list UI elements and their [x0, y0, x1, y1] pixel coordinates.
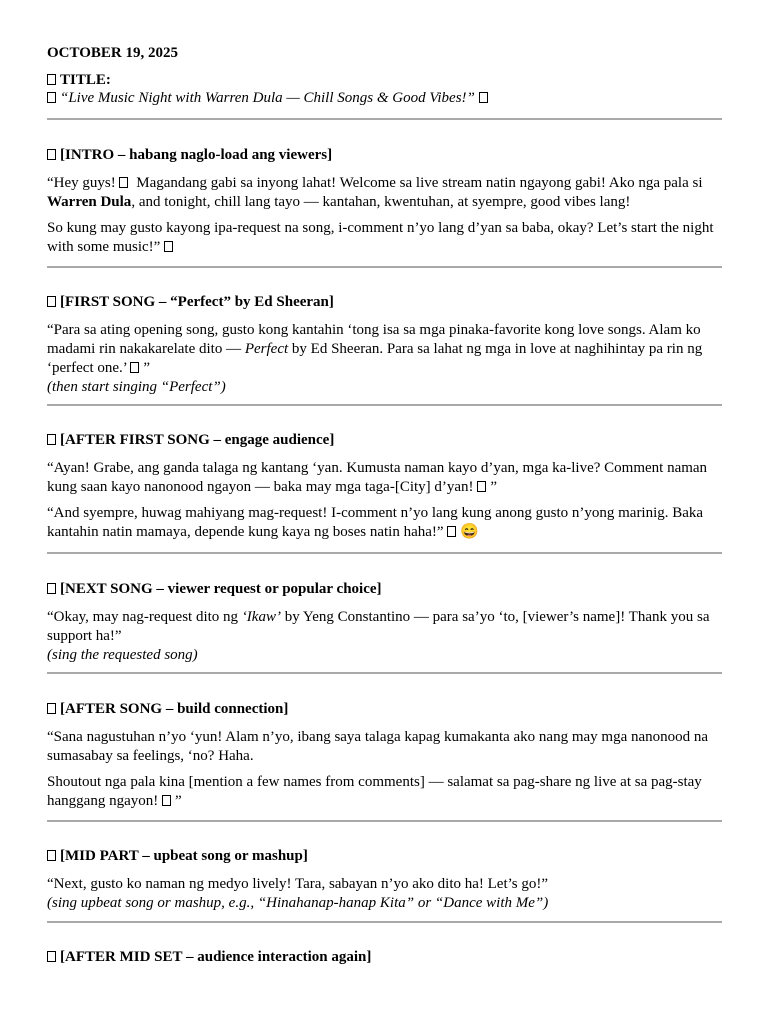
missing-glyph-icon	[47, 74, 56, 85]
title-label: TITLE:	[47, 71, 111, 90]
section-after-song	[47, 700, 722, 818]
title-text: “Live Music Night with Warren Dula — Chill Songs & Good Vibes!”	[47, 89, 488, 108]
section-heading: [AFTER MID SET – audience interaction again]	[47, 948, 722, 967]
section-paragraph: Shoutout nga pala kina [mention a few names from comments] — salamat sa pag-share ng live at sa pag-stay hanggang ngayon! ”	[47, 774, 702, 809]
missing-glyph-icon	[447, 526, 456, 537]
section-paragraph: “Ayan! Grabe, ang ganda talaga ng kantang ‘yan. Kumusta naman kayo d’yan, mga ka-live? Comment naman kung saan kayo nanonood ngayon — baka may mga taga-[City] d’yan! ”	[47, 460, 708, 495]
section-paragraph: “Para sa ating opening song, gusto kong kantahin ‘tong isa sa mga pinaka-favorite kong love songs. Alam ko madami rin nakakarelate dito — Perfect by Ed Sheeran. Para sa lahat ng mga in love at naghihintay pa rin ng ‘perfect one.’ ”	[47, 322, 703, 376]
song-title: ‘Ikaw’	[241, 609, 281, 625]
section-heading: [NEXT SONG – viewer request or popular choice]	[47, 580, 722, 599]
section-heading: [FIRST SONG – “Perfect” by Ed Sheeran]	[47, 293, 722, 312]
divider	[47, 118, 722, 120]
missing-glyph-icon	[479, 92, 488, 103]
missing-glyph-icon	[47, 951, 56, 962]
section-paragraph: “Okay, may nag-request dito ng ‘Ikaw’ by Yeng Constantino — para sa’yo ‘to, [viewer’s name]! Thank you sa support ha!”	[47, 609, 710, 644]
missing-glyph-icon	[162, 795, 171, 806]
missing-glyph-icon	[47, 703, 56, 714]
missing-glyph-icon	[47, 92, 56, 103]
section-paragraph: “Sana nagustuhan n’yo ‘yun! Alam n’yo, ibang saya talaga kapag kumakanta ako nang may mga nanonood na sumasabay sa feelings, ‘no? Haha.	[47, 729, 709, 764]
divider	[47, 404, 722, 406]
missing-glyph-icon	[47, 583, 56, 594]
divider	[47, 672, 722, 674]
section-heading: [MID PART – upbeat song or mashup]	[47, 847, 722, 866]
section-paragraph: “Hey guys! Magandang gabi sa inyong lahat! Welcome sa live stream natin ngayong gabi! Ako nga pala si Warren Dula, and tonight, chill lang tayo — kantahan, kwentuhan, at syempre, good vibes lang!	[47, 175, 703, 210]
divider	[47, 266, 722, 268]
missing-glyph-icon	[47, 149, 56, 160]
section-heading: [INTRO – habang naglo-load ang viewers]	[47, 146, 722, 165]
section-intro	[47, 146, 722, 264]
divider	[47, 921, 722, 923]
missing-glyph-icon	[47, 296, 56, 307]
section-next-song	[47, 580, 722, 665]
section-paragraph: So kung may gusto kayong ipa-request na song, i-comment n’yo lang d’yan sa baba, okay? Let’s start the night with some music!”	[47, 220, 714, 255]
document-date: OCTOBER 19, 2025	[47, 45, 178, 61]
section-first-song	[47, 293, 722, 397]
section-mid-part	[47, 847, 722, 913]
missing-glyph-icon	[130, 362, 139, 373]
section-paragraph: “And syempre, huwag mahiyang mag-request! I-comment n’yo lang kung anong gusto n’yong marinig. Baka kantahin natin mamaya, depende kung kaya ng boses natin haha!” 😄	[47, 505, 704, 540]
stage-note: (then start singing “Perfect”)	[47, 379, 226, 395]
divider	[47, 552, 722, 554]
section-after-first-song	[47, 431, 722, 549]
missing-glyph-icon	[47, 434, 56, 445]
song-title: Perfect	[244, 341, 289, 357]
stage-note: (sing upbeat song or mashup, e.g., “Hinahanap-hanap Kita” or “Dance with Me”)	[47, 895, 549, 911]
stage-note: (sing the requested song)	[47, 647, 198, 663]
section-after-mid-set	[47, 948, 722, 976]
missing-glyph-icon	[164, 241, 173, 252]
grin-emoji-icon: 😄	[460, 524, 479, 540]
host-name: Warren Dula	[47, 194, 132, 210]
section-heading: [AFTER FIRST SONG – engage audience]	[47, 431, 722, 450]
section-paragraph: “Next, gusto ko naman ng medyo lively! Tara, sabayan n’yo ako dito ha! Let’s go!”	[47, 876, 549, 892]
divider	[47, 820, 722, 822]
section-heading: [AFTER SONG – build connection]	[47, 700, 722, 719]
missing-glyph-icon	[477, 481, 486, 492]
missing-glyph-icon	[119, 177, 128, 188]
missing-glyph-icon	[47, 850, 56, 861]
